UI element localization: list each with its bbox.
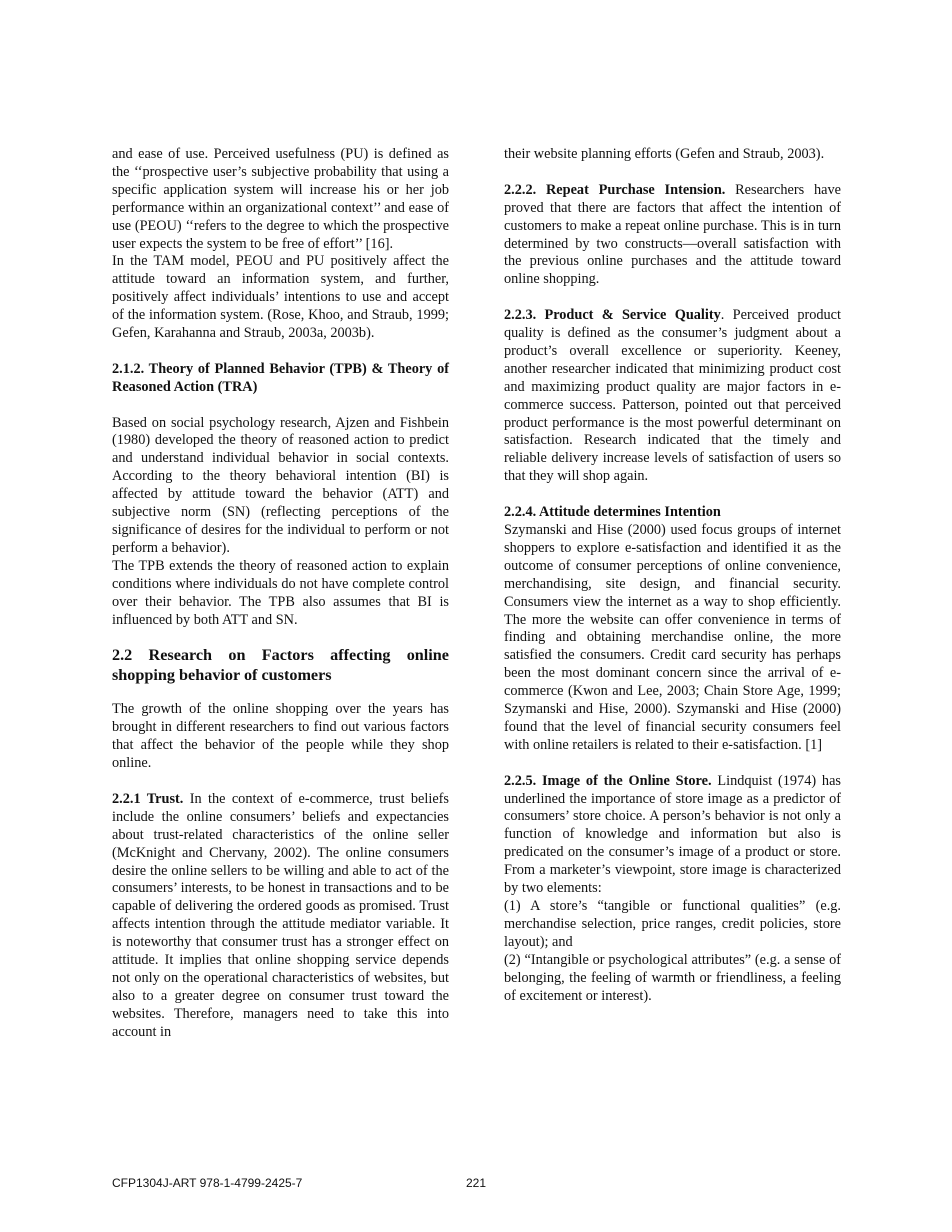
paragraph-quality-text: . Perceived product quality is defined as the consumer’s judgment about a product’s overall excellence or superiority. Keeney, another researcher indicated that minimizing product cost and maximizing product quality are major factors in e-commerce success. Patterson, pointed out that perceived product performance is the most powerful determinant on satisfaction. Research indicated that the timely and reliable delivery increase levels of satisfaction of users so that they will shop again. <box>504 307 841 485</box>
paragraph-growth: The growth of the online shopping over the years has brought in different researchers to find out various factors that affect the behavior of the people while they shop online. <box>112 701 449 772</box>
heading-2-2-3: 2.2.3. Product & Service Quality <box>504 307 721 324</box>
paragraph-continued: their website planning efforts (Gefen and Straub, 2003). <box>504 146 825 162</box>
right-column <box>504 146 841 1005</box>
list-item-tangible: (1) A store’s “tangible or functional qualities” (e.g. merchandise selection, price ranges, credit policies, store layout); and <box>504 898 841 950</box>
paragraph-tam-model: In the TAM model, PEOU and PU positively affect the attitude toward an information system, and further, positively affect individuals’ intentions to use and accept of the information system. (Rose, Khoo, and Straub, 1999; Gefen, Karahanna and Straub, 2003a, 2003b). <box>112 253 449 342</box>
paragraph-repeat-purchase <box>504 182 841 289</box>
page-number: 221 <box>466 1176 487 1190</box>
heading-2-2-4: 2.2.4. Attitude determines Intention <box>504 504 721 521</box>
list-item-intangible: (2) “Intangible or psychological attributes” (e.g. a sense of belonging, the feeling of warmth or friendliness, a feeling of excitement or interest). <box>504 951 841 1004</box>
paragraph-tam-definition: and ease of use. Perceived usefulness (PU) is defined as the ‘‘prospective user’s subjective probability that using a specific application system will increase his or her job performance within an organizational context’’ and ease of use (PEOU) ‘‘refers to the degree to which the prospective user expects the system to be free of effort’’ [16]. <box>112 146 449 252</box>
paragraph-repeat-text: Researchers have proved that there are factors that affect the intention of customers to make a repeat online purchase. This is in turn determined by two constructs—overall satisfaction with the previous online purchases and the attitude toward online shopping. <box>504 181 841 288</box>
paragraph-quality <box>504 307 841 486</box>
paragraph-tpb: The TPB extends the theory of reasoned action to explain conditions where individuals do not have complete control over their behavior. The TPB also assumes that BI is influenced by both ATT and SN. <box>112 557 449 628</box>
heading-2-2-1: 2.2.1 Trust. <box>112 790 184 807</box>
left-column <box>112 146 449 1042</box>
paragraph-attitude: Szymanski and Hise (2000) used focus groups of internet shoppers to explore e-satisfaction and identified it as the outcome of consumer perceptions of online convenience, merchandising, site design, and financial security. Consumers view the internet as a way to shop efficiently. The more the website can offer convenience in terms of finding and obtaining merchandise online, the more satisfied the consumers. Credit card security has perhaps been the most dominant concern since the arrival of e-commerce (Kwon and Lee, 2003; Chain Store Age, 1999; Szymanski and Hise, 2000). Szymanski and Hise (2000) found that the level of financial security consumers feel with online retailers is related to their e-satisfaction. [1] <box>504 521 841 753</box>
heading-2-2: 2.2 Research on Factors affecting online shopping behavior of customers <box>112 646 449 685</box>
heading-2-2-5: 2.2.5. Image of the Online Store. <box>504 772 712 789</box>
footer-code: CFP1304J-ART 978-1-4799-2425-7 <box>112 1176 303 1190</box>
paragraph-store-image <box>504 773 841 898</box>
paragraph-trust-text: In the context of e-commerce, trust beliefs include the online consumers’ beliefs and expectancies about trust-related characteristics of the online seller (McKnight and Chervany, 2002). The online consumers desire the online sellers to be willing and able to act of the consumers’ interests, to be honest in transactions and to be capable of delivering the ordered goods as promised. Trust affects intention through the attitude mediator variable. It is noteworthy that consumer trust has a stronger effect on attitude. It implies that online shopping service depends not only on the operational characteristics of websites, but also to a greater degree on consumer trust toward the websites. Therefore, managers need to take this into account in <box>112 790 449 1040</box>
heading-2-1-2: 2.1.2. Theory of Planned Behavior (TPB) & Theory of Reasoned Action (TRA) <box>112 360 449 395</box>
heading-2-2-2: 2.2.2. Repeat Purchase Intension. <box>504 181 726 198</box>
paragraph-tra: Based on social psychology research, Ajzen and Fishbein (1980) developed the theory of reasoned action to predict and understand individual behavior in social contexts. According to the theory behavioral intention (BI) is affected by attitude toward the behavior (ATT) and subjective norm (SN) (reflecting perceptions of the significance of desires for the individual to perform or not perform a behavior). <box>112 414 449 556</box>
paragraph-trust <box>112 791 449 1042</box>
paragraph-store-image-text: Lindquist (1974) has underlined the importance of store image as a predictor of consumers’ store choice. A person’s behavior is not only a function of knowledge and information but also is predicated on the consumer’s image of a product or store. From a marketer’s viewpoint, store image is characterized by two elements: <box>504 772 841 897</box>
